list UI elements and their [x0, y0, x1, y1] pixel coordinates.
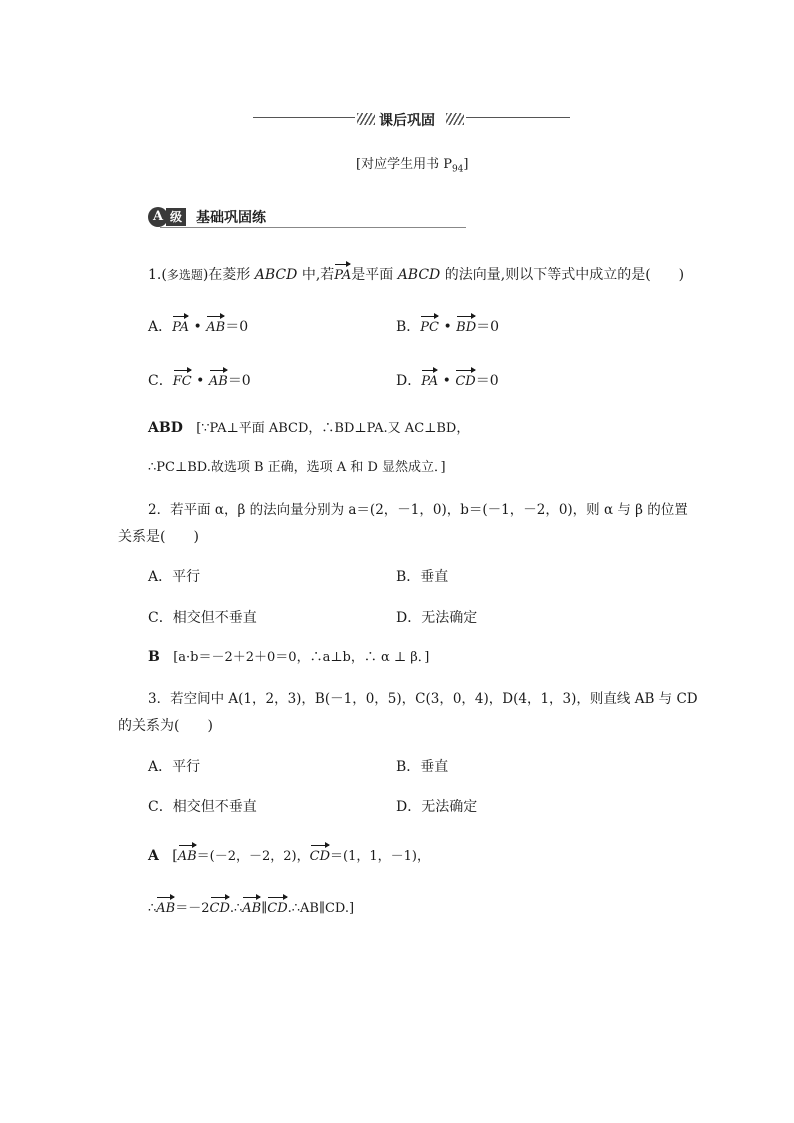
- vector-pa: PA: [334, 266, 351, 286]
- q1-answer: ABD [∵PA⊥平面 ABCD，∴BD⊥PA.又 AC⊥BD，: [148, 420, 470, 436]
- q2-option-c[interactable]: C．相交但不垂直: [148, 610, 257, 626]
- q2-option-b[interactable]: B．垂直: [396, 569, 449, 585]
- header-rule-right: [466, 117, 570, 118]
- header-hatch-right: [446, 113, 464, 125]
- question-1-stem: 1.(多选题)在菱形 ABCD 中,若PA是平面 ABCD 的法向量,则以下等式中成立的是( ): [148, 265, 684, 286]
- q3-explanation: ∴AB＝－2CD.∴AB∥CD.∴AB∥CD.]: [148, 899, 354, 919]
- q3-option-d[interactable]: D．无法确定: [396, 799, 478, 815]
- book-reference: [对应学生用书 $P_{94}$]: [356, 157, 469, 175]
- q1-option-a[interactable]: A．PA • AB＝0: [148, 317, 248, 338]
- question-2-stem-line1: 2．若平面 α，β 的法向量分别为 a＝(2，－1，0)，b＝(－1，－2，0)，则 α 与 β 的位置: [148, 502, 688, 518]
- q2-answer: B [a·b＝－2＋2＋0＝0，∴a⊥b，∴ α ⊥ β．]: [148, 649, 430, 665]
- q2-option-d[interactable]: D．无法确定: [396, 610, 478, 626]
- level-badge-tier: 级: [166, 208, 186, 226]
- question-2-stem-line2: 关系是( ): [118, 529, 199, 545]
- q1-option-d[interactable]: D．PA • CD＝0: [396, 371, 499, 392]
- header-rule-left: [253, 117, 355, 118]
- q3-option-a[interactable]: A．平行: [148, 759, 201, 775]
- q3-option-b[interactable]: B．垂直: [396, 759, 449, 775]
- q2-option-a[interactable]: A．平行: [148, 569, 201, 585]
- q1-option-c[interactable]: C．FC • AB＝0: [148, 371, 251, 392]
- q1-option-b[interactable]: B．PC • BD＝0: [396, 317, 499, 338]
- section-title: 课后巩固: [379, 113, 435, 129]
- question-3-stem-line1: 3．若空间中 A(1，2，3)，B(－1，0，5)，C(3，0，4)，D(4，1，3)，则直线 AB 与 CD: [148, 691, 698, 707]
- level-badge-letter: A: [148, 207, 168, 227]
- question-3-stem-line2: 的关系为( ): [118, 718, 213, 734]
- level-underline: [160, 227, 466, 228]
- header-hatch-left: [357, 113, 375, 125]
- q3-answer: A [AB＝(－2，－2，2)，CD＝(1，1，－1)，: [148, 846, 430, 867]
- q3-option-c[interactable]: C．相交但不垂直: [148, 799, 257, 815]
- level-title: 基础巩固练: [196, 210, 266, 226]
- q1-explanation: ∴PC⊥BD.故选项 B 正确，选项 A 和 D 显然成立．]: [148, 460, 446, 475]
